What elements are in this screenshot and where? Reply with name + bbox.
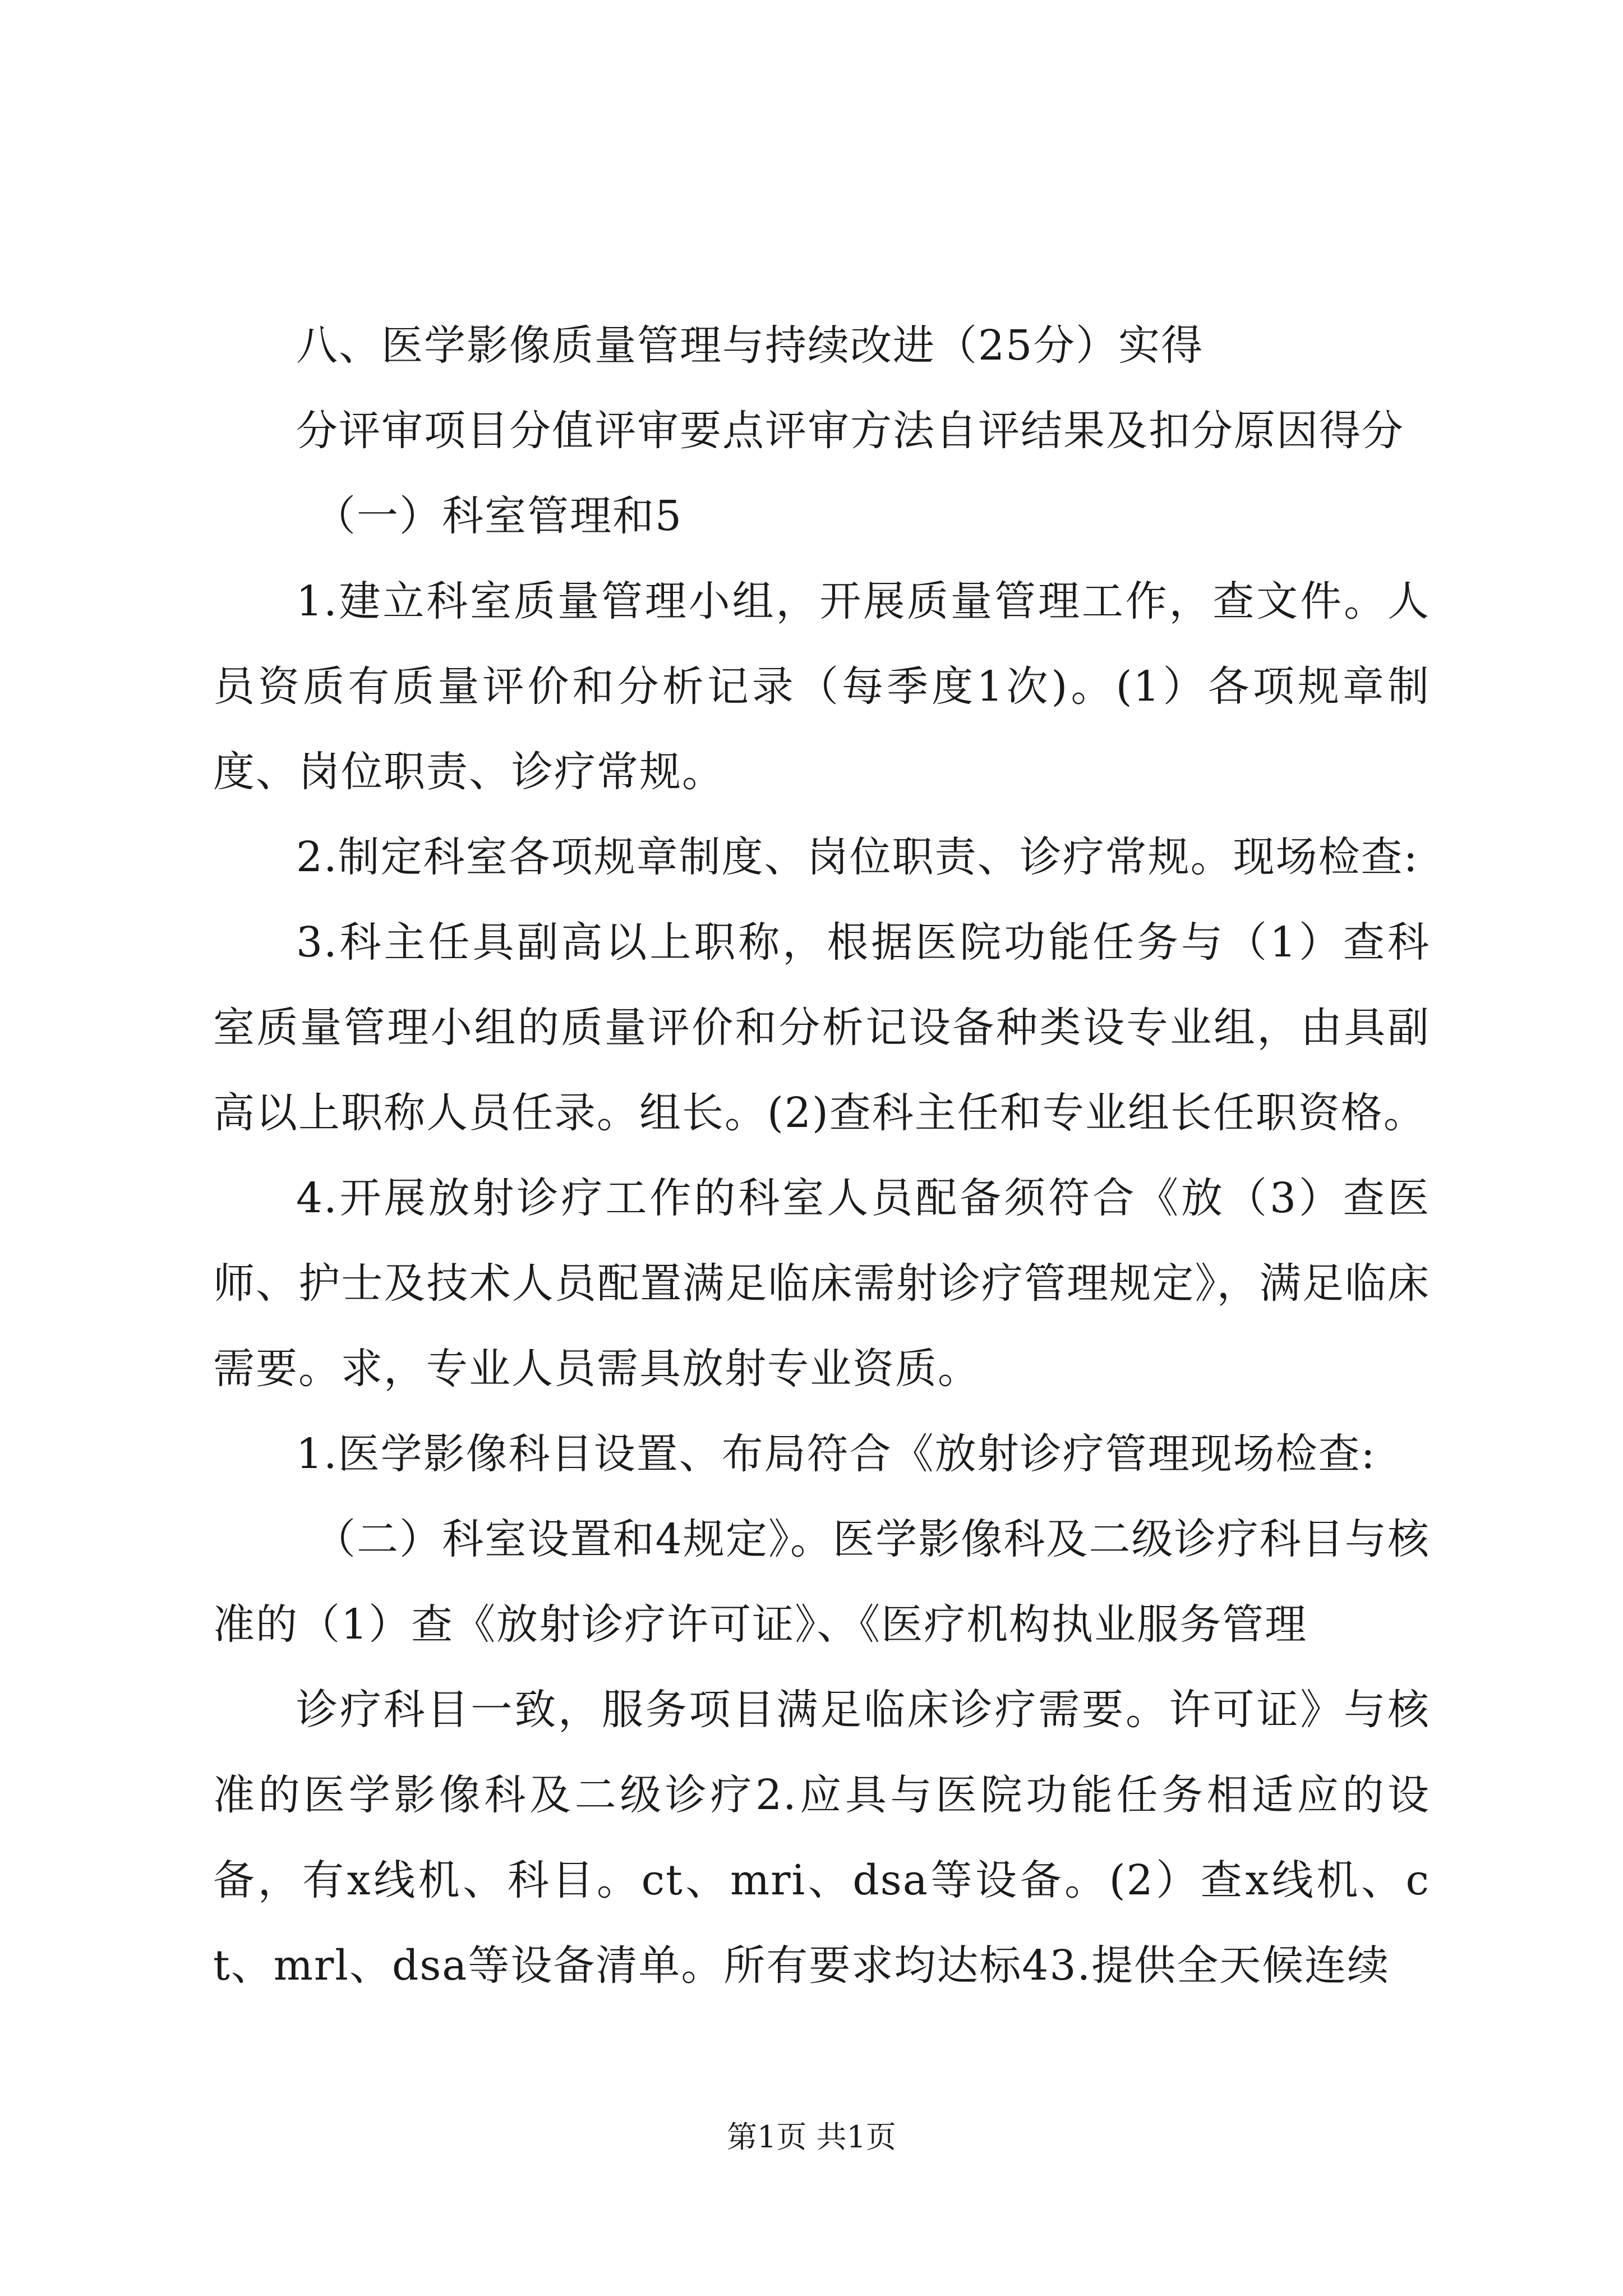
paragraph-item-1: 1.建立科室质量管理小组，开展质量管理工作，查文件。人员资质有质量评价和分析记录（每季度1次)。(1）各项规章制度、岗位职责、诊疗常规。 xyxy=(213,577,1430,796)
paragraph-item-5: 1.医学影像科目设置、布局符合《放射诊疗管理现场检查: xyxy=(296,1430,1376,1478)
paragraph-item-6: 诊疗科目一致，服务项目满足临床诊疗需要。许可证》与核准的医学影像科及二级诊疗2.应具与医院功能任务相适应的设备，有x线机、科目。ct、mri、dsa等设备。(2）查x线机、ct、mrl、dsa等设备清单。所有要求均达标43.提供全天候连续 xyxy=(213,1686,1430,1990)
page-footer: 第1页 共1页 xyxy=(727,2119,896,2155)
paragraph-item-2: 2.制定科室各项规章制度、岗位职责、诊疗常规。现场检查: xyxy=(296,833,1419,881)
table-header-text: 分评审项目分值评审要点评审方法自评结果及扣分原因得分 xyxy=(296,407,1404,455)
paragraph-item-3: 3.科主任具副高以上职称，根据医院功能任务与（1）查科室质量管理小组的质量评价和分析记设备种类设专业组，由具副高以上职称人员任录。组长。(2)查科主任和专业组长任职资格。 xyxy=(213,918,1430,1137)
heading-section-8: 八、医学影像质量管理与持续改进（25分）实得 xyxy=(296,321,1204,370)
paragraph-item-4: 4.开展放射诊疗工作的科室人员配备须符合《放（3）查医师、护士及技术人员配置满足临床需射诊疗管理规定》，满足临床需要。求，专业人员需具放射专业资质。 xyxy=(213,1174,1430,1393)
subsection-2-text: （二）科室设置和4规定》。医学影像科及二级诊疗科目与核准的（1）查《放射诊疗许可证》、《医疗机构执业服务管理 xyxy=(213,1515,1430,1649)
document-body xyxy=(213,303,1430,2008)
subsection-1-title: （一）科室管理和5 xyxy=(314,492,683,540)
